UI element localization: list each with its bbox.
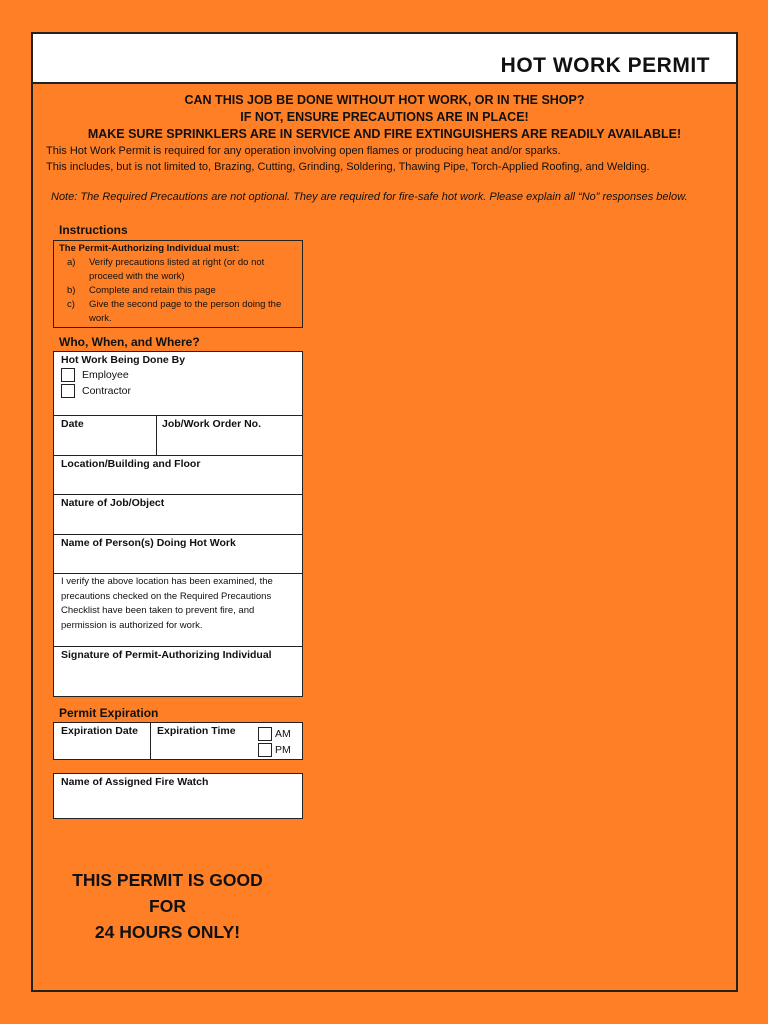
divider: [54, 415, 302, 416]
instruction-item: c) Give the second page to the person doing the work.: [67, 299, 282, 324]
who-when-where-form: [53, 351, 303, 697]
expiration-form: [53, 722, 303, 760]
contractor-checkbox[interactable]: [61, 384, 75, 398]
pm-checkbox[interactable]: [258, 743, 272, 757]
permit-frame: [31, 32, 738, 992]
validity-notice: [55, 867, 280, 945]
divider: [54, 455, 302, 456]
headline-ensure: IF NOT, ENSURE PRECAUTIONS ARE IN PLACE!: [240, 110, 529, 124]
employee-checkbox[interactable]: [61, 368, 75, 382]
who-when-where-label: Who, When, and Where?: [59, 335, 200, 349]
divider: [54, 646, 302, 647]
instructions-label: Instructions: [59, 223, 128, 237]
validity-line-2: 24 HOURS ONLY!: [94, 922, 241, 942]
expiration-time-field[interactable]: Expiration Time: [157, 725, 236, 737]
employee-label: Employee: [82, 369, 129, 381]
expiration-date-field[interactable]: Expiration Date: [61, 725, 139, 737]
instructions-box: [53, 240, 303, 328]
instruction-item: b) Complete and retain this page: [67, 285, 216, 296]
contractor-label: Contractor: [82, 385, 132, 397]
divider: [54, 573, 302, 574]
date-field[interactable]: Date: [61, 418, 84, 430]
expiration-label: Permit Expiration: [59, 706, 159, 720]
location-field[interactable]: Location/Building and Floor: [61, 458, 201, 470]
instruction-item: a) Verify precautions listed at right (or do not proceed with the work): [67, 257, 265, 282]
divider: [54, 534, 302, 535]
divider: [150, 723, 151, 759]
intro-line-1: This Hot Work Permit is required for any operation involving open flames or producing heat and/or sparks.: [46, 145, 561, 157]
headline-question: CAN THIS JOB BE DONE WITHOUT HOT WORK, OR IN THE SHOP?: [184, 93, 585, 107]
fire-watch-field[interactable]: Name of Assigned Fire Watch: [61, 776, 209, 788]
persons-field[interactable]: Name of Person(s) Doing Hot Work: [61, 537, 236, 549]
page-title: HOT WORK PERMIT: [500, 54, 710, 77]
instructions-heading: The Permit-Authorizing Individual must:: [59, 243, 240, 254]
nature-field[interactable]: Nature of Job/Object: [61, 497, 165, 509]
title-bar: [33, 34, 736, 84]
intro-line-2: This includes, but is not limited to, Brazing, Cutting, Grinding, Soldering, Thawing Pipe, Torch-Applied Roofing, and Welding.: [46, 161, 650, 173]
divider: [54, 494, 302, 495]
done-by-label: Hot Work Being Done By: [61, 354, 186, 366]
validity-line-1: THIS PERMIT IS GOOD FOR: [72, 870, 263, 916]
pm-label: PM: [275, 744, 291, 756]
am-checkbox[interactable]: [258, 727, 272, 741]
verification-statement: I verify the above location has been examined, the precautions checked on the Required Precautions Checklist have been taken to prevent fire, and permission is authorized for work.: [61, 576, 273, 631]
headline-sprinklers: MAKE SURE SPRINKLERS ARE IN SERVICE AND FIRE EXTINGUISHERS ARE READILY AVAILABLE!: [87, 127, 682, 141]
job-order-field[interactable]: Job/Work Order No.: [162, 418, 261, 430]
fire-watch-form: [53, 773, 303, 819]
signature-field[interactable]: Signature of Permit-Authorizing Individual: [61, 649, 272, 661]
precautions-note: Note: The Required Precautions are not optional. They are required for fire-safe hot work. Please explain all “No” responses below.: [51, 191, 688, 203]
divider: [156, 415, 157, 455]
am-label: AM: [275, 728, 291, 740]
